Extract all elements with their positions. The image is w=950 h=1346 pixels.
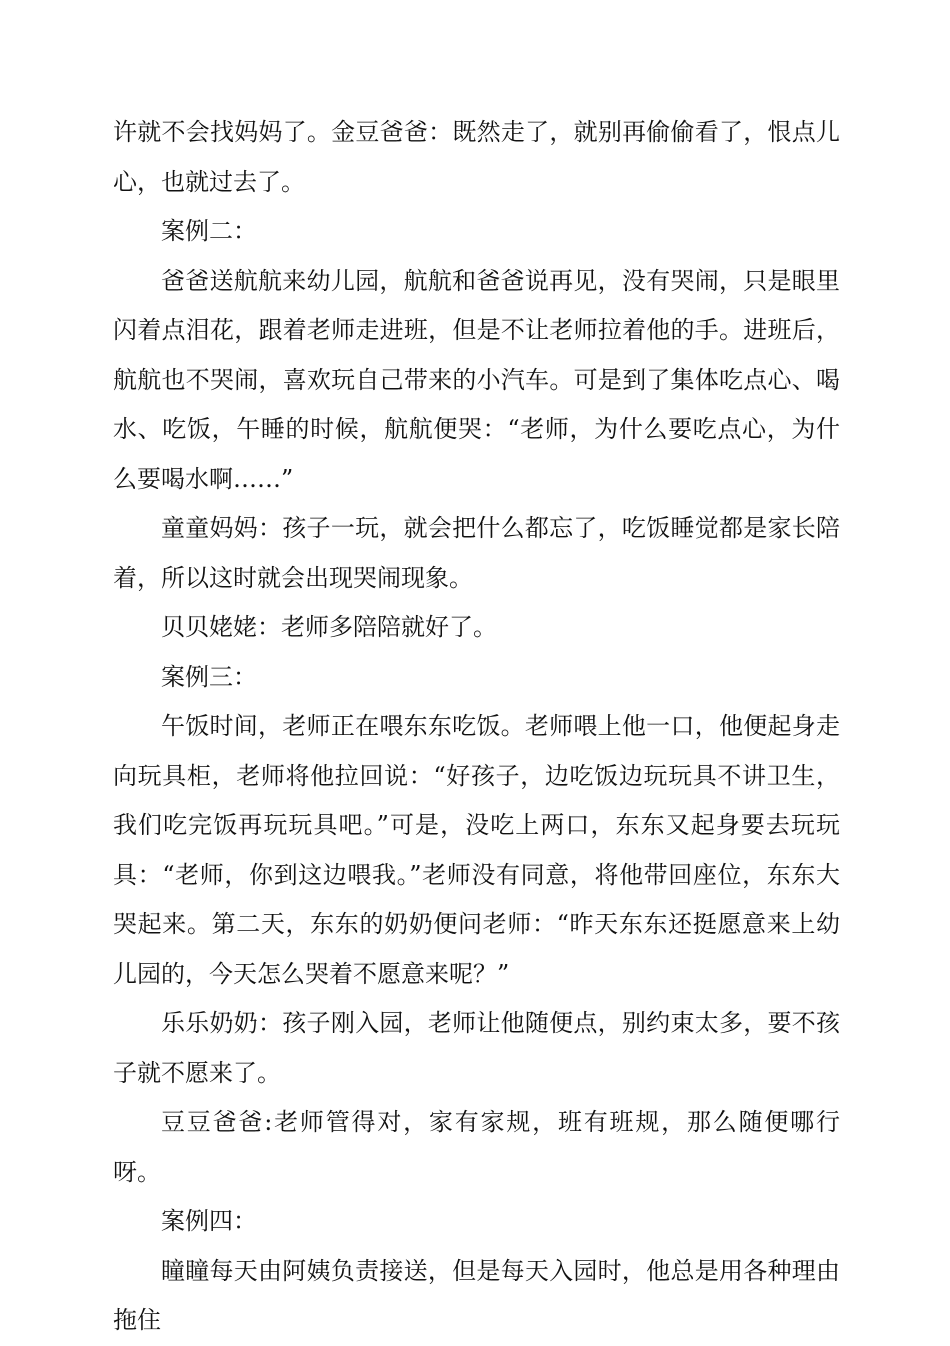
lele-grandmother-comment: 乐乐奶奶：孩子刚入园，老师让他随便点，别约束太多，要不孩子就不愿来了。 bbox=[113, 1009, 840, 1087]
doudou-father-comment: 豆豆爸爸:老师管得对，家有家规，班有班规，那么随便哪行呀。 bbox=[113, 1108, 840, 1186]
beibei-grandmother-comment: 贝贝姥姥：老师多陪陪就好了。 bbox=[161, 613, 497, 641]
paragraph-continuation: 许就不会找妈妈了。金豆爸爸：既然走了，就别再偷偷看了，恨点儿心，也就过去了。 bbox=[113, 118, 840, 196]
case-two-heading: 案例二： bbox=[161, 217, 257, 245]
case-three-heading: 案例三： bbox=[161, 662, 257, 691]
tongtong-mother-comment: 童童妈妈：孩子一玩，就会把什么都忘了，吃饭睡觉都是家长陪着，所以这时就会出现哭闹现象。 bbox=[113, 514, 840, 592]
case-four-body: 瞳瞳每天由阿姨负责接送，但是每天入园时，他总是用各种理由拖住 bbox=[113, 1256, 840, 1334]
document-page bbox=[113, 108, 840, 1346]
case-four-heading: 案例四： bbox=[161, 1207, 257, 1235]
case-three-body: 午饭时间，老师正在喂东东吃饭。老师喂上他一口，他便起身走向玩具柜，老师将他拉回说：“好孩子，边吃饭边玩玩具不讲卫生，我们吃完饭再玩玩具吧。”可是，没吃上两口，东东又起身要去玩玩具：“老师，你到这边喂我。”老师没有同意，将他带回座位，东东大哭起来。第二天，东东的奶奶便问老师：“昨天东东还挺愿意来上幼儿园的，今天怎么哭着不愿意来呢？” bbox=[113, 712, 840, 988]
case-two-body: 爸爸送航航来幼儿园，航航和爸爸说再见，没有哭闹，只是眼里闪着点泪花，跟着老师走进班，但是不让老师拉着他的手。进班后，航航也不哭闹，喜欢玩自己带来的小汽车。可是到了集体吃点心、喝水、吃饭，午睡的时候，航航便哭：“老师，为什么要吃点心，为什么要喝水啊……” bbox=[113, 266, 840, 493]
